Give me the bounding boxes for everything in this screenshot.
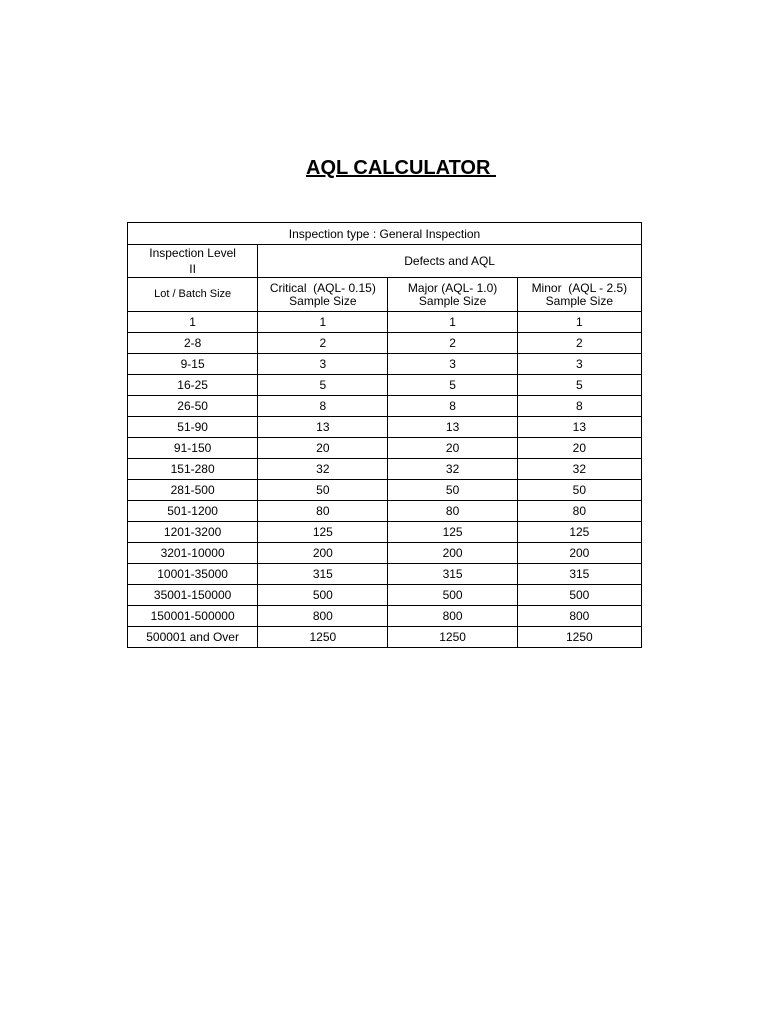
- critical-sample-label: Sample Size: [289, 293, 357, 308]
- table-row: [128, 417, 642, 438]
- aql-table-body: [128, 312, 642, 648]
- table-row: [128, 522, 642, 543]
- major-cell: 125: [388, 522, 517, 543]
- minor-cell: 32: [517, 459, 641, 480]
- column-header-row: [128, 278, 642, 312]
- major-sample-label: Sample Size: [418, 293, 487, 308]
- critical-cell: 200: [258, 543, 388, 564]
- critical-cell: 20: [258, 438, 388, 459]
- inspection-type-header: Inspection type : General Inspection: [128, 223, 642, 245]
- major-cell: 2: [388, 333, 517, 354]
- minor-cell: 800: [517, 606, 641, 627]
- major-cell: 800: [388, 606, 517, 627]
- lot-cell: 26-50: [128, 396, 258, 417]
- minor-cell: 20: [517, 438, 641, 459]
- major-cell: 20: [388, 438, 517, 459]
- critical-cell: 13: [258, 417, 388, 438]
- minor-cell: 3: [517, 354, 641, 375]
- table-row: [128, 585, 642, 606]
- table-row: [128, 459, 642, 480]
- inspection-level-label: Inspection Level: [149, 246, 236, 260]
- page-title: AQL CALCULATOR: [306, 157, 496, 179]
- lot-cell: 91-150: [128, 438, 258, 459]
- table-row: [128, 375, 642, 396]
- critical-cell: 315: [258, 564, 388, 585]
- inspection-level-value: II: [189, 262, 196, 276]
- minor-cell: 50: [517, 480, 641, 501]
- minor-cell: 8: [517, 396, 641, 417]
- table-row: [128, 354, 642, 375]
- minor-cell: 1250: [517, 627, 641, 648]
- lot-cell: 35001-150000: [128, 585, 258, 606]
- critical-cell: 80: [258, 501, 388, 522]
- minor-cell: 200: [517, 543, 641, 564]
- major-cell: 80: [388, 501, 517, 522]
- lot-cell: 151-280: [128, 459, 258, 480]
- critical-cell: 1: [258, 312, 388, 333]
- critical-cell: 2: [258, 333, 388, 354]
- minor-sample-label: Sample Size: [545, 293, 614, 308]
- major-cell: 8: [388, 396, 517, 417]
- table-row: [128, 564, 642, 585]
- minor-cell: 500: [517, 585, 641, 606]
- table-row: [128, 606, 642, 627]
- lot-cell: 1201-3200: [128, 522, 258, 543]
- minor-cell: 80: [517, 501, 641, 522]
- table-row: [128, 501, 642, 522]
- table-row: [128, 480, 642, 501]
- defects-aql-header: Defects and AQL: [258, 245, 642, 278]
- major-cell: 13: [388, 417, 517, 438]
- table-row: [128, 438, 642, 459]
- major-cell: 50: [388, 480, 517, 501]
- critical-cell: 32: [258, 459, 388, 480]
- inspection-type-row: [128, 223, 642, 245]
- critical-header: [258, 278, 388, 312]
- lot-cell: 10001-35000: [128, 564, 258, 585]
- major-cell: 3: [388, 354, 517, 375]
- table-row: [128, 312, 642, 333]
- minor-cell: 5: [517, 375, 641, 396]
- table-row: [128, 333, 642, 354]
- critical-cell: 800: [258, 606, 388, 627]
- lot-batch-size-header: Lot / Batch Size: [128, 278, 258, 312]
- inspection-level-header: [128, 245, 258, 278]
- minor-cell: 1: [517, 312, 641, 333]
- major-cell: 1: [388, 312, 517, 333]
- aql-table: [127, 222, 642, 648]
- major-cell: 315: [388, 564, 517, 585]
- minor-cell: 315: [517, 564, 641, 585]
- minor-header: [517, 278, 641, 312]
- major-cell: 32: [388, 459, 517, 480]
- minor-cell: 2: [517, 333, 641, 354]
- lot-cell: 16-25: [128, 375, 258, 396]
- major-cell: 200: [388, 543, 517, 564]
- inspection-level-row: [128, 245, 642, 278]
- table-row: [128, 396, 642, 417]
- major-cell: 1250: [388, 627, 517, 648]
- lot-cell: 501-1200: [128, 501, 258, 522]
- lot-cell: 150001-500000: [128, 606, 258, 627]
- critical-aql-label: Critical (AQL- 0.15): [269, 280, 376, 295]
- lot-cell: 3201-10000: [128, 543, 258, 564]
- critical-cell: 3: [258, 354, 388, 375]
- table-row: [128, 627, 642, 648]
- critical-cell: 1250: [258, 627, 388, 648]
- table-row: [128, 543, 642, 564]
- critical-cell: 5: [258, 375, 388, 396]
- critical-cell: 50: [258, 480, 388, 501]
- lot-cell: 2-8: [128, 333, 258, 354]
- lot-cell: 9-15: [128, 354, 258, 375]
- critical-cell: 125: [258, 522, 388, 543]
- lot-cell: 51-90: [128, 417, 258, 438]
- lot-cell: 1: [128, 312, 258, 333]
- major-header: [388, 278, 517, 312]
- minor-cell: 13: [517, 417, 641, 438]
- major-cell: 5: [388, 375, 517, 396]
- minor-aql-label: Minor (AQL - 2.5): [531, 280, 628, 295]
- critical-cell: 8: [258, 396, 388, 417]
- critical-cell: 500: [258, 585, 388, 606]
- major-aql-label: Major (AQL- 1.0): [407, 280, 498, 295]
- lot-cell: 500001 and Over: [128, 627, 258, 648]
- lot-cell: 281-500: [128, 480, 258, 501]
- major-cell: 500: [388, 585, 517, 606]
- minor-cell: 125: [517, 522, 641, 543]
